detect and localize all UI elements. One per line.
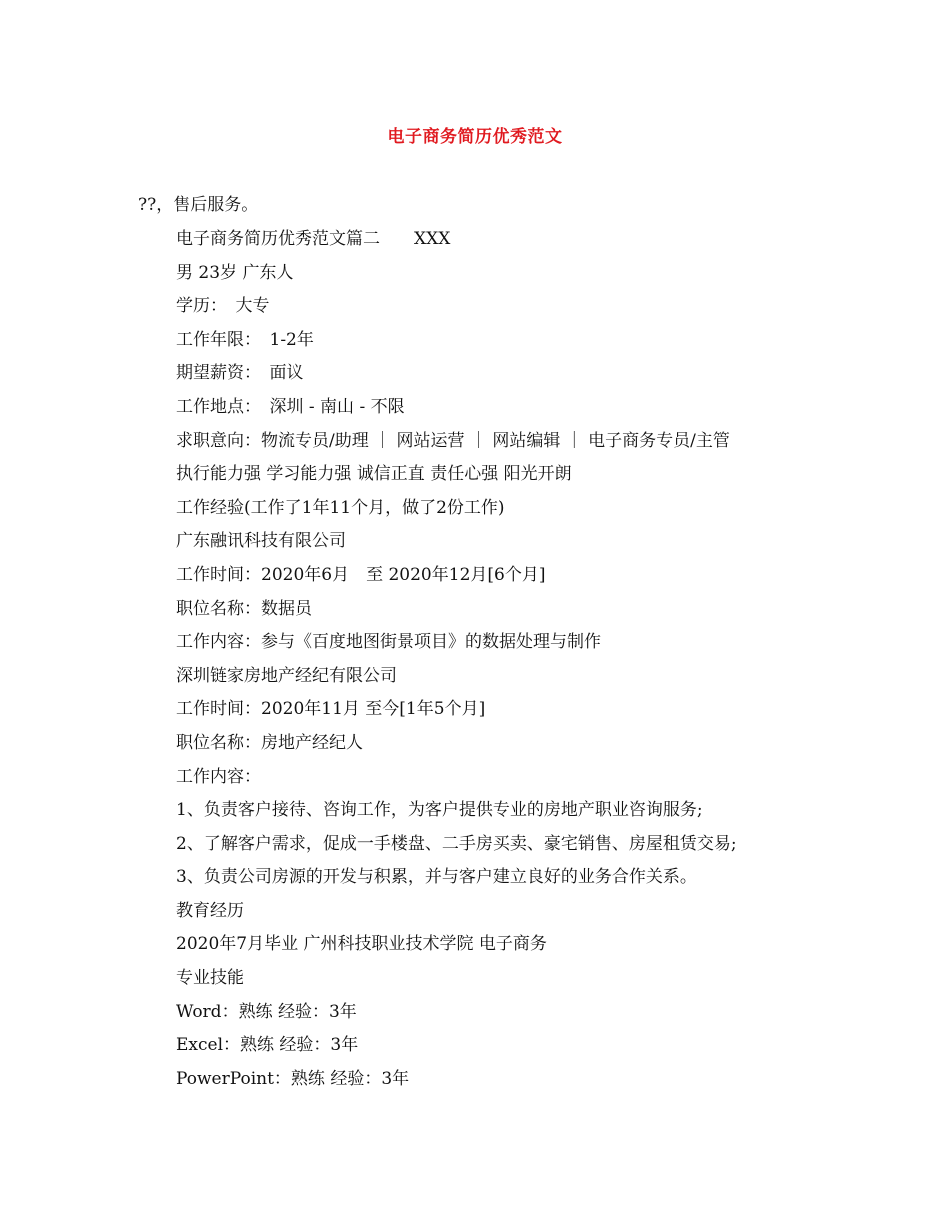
text-line: 工作经验(工作了1年11个月，做了2份工作) (176, 497, 505, 518)
text-line: 工作内容：参与《百度地图街景项目》的数据处理与制作 (176, 632, 601, 653)
text-line: PowerPoint：熟练 经验：3年 (176, 1068, 410, 1089)
text-line: 职位名称：房地产经纪人 (176, 732, 363, 753)
text-line: 3、负责公司房源的开发与积累，并与客户建立良好的业务合作关系。 (176, 867, 697, 888)
text-line: 男 23岁 广东人 (176, 262, 294, 283)
text-line: 工作地点： 深圳 - 南山 - 不限 (176, 396, 405, 417)
text-line: 期望薪资： 面议 (176, 363, 304, 384)
text-line: Excel：熟练 经验：3年 (176, 1035, 359, 1056)
opening-fragment: ??，售后服务。 (138, 195, 259, 215)
text-line: 工作时间：2020年11月 至今[1年5个月] (176, 699, 486, 720)
document-title: 电子商务简历优秀范文 (387, 127, 563, 147)
text-line: 学历： 大专 (176, 296, 270, 317)
resume-body (176, 228, 876, 1101)
text-line: 广东融讯科技有限公司 (176, 531, 346, 552)
text-line: 求职意向：物流专员/助理 ｜ 网站运营 ｜ 网站编辑 ｜ 电子商务专员/主管 (176, 430, 730, 451)
text-line: 教育经历 (176, 900, 244, 921)
text-line: 1、负责客户接待、咨询工作，为客户提供专业的房地产职业咨询服务; (176, 800, 703, 821)
text-line: Word：熟练 经验：3年 (176, 1001, 357, 1022)
text-line: 工作时间：2020年6月 至 2020年12月[6个月] (176, 564, 546, 585)
text-line: 职位名称：数据员 (176, 598, 312, 619)
text-line: 2、了解客户需求，促成一手楼盘、二手房买卖、豪宅销售、房屋租赁交易; (176, 833, 737, 854)
text-line: 电子商务简历优秀范文篇二 XXX (176, 229, 451, 249)
text-line: 深圳链家房地产经纪有限公司 (176, 665, 397, 686)
text-line: 2020年7月毕业 广州科技职业技术学院 电子商务 (176, 934, 547, 955)
text-line: 执行能力强 学习能力强 诚信正直 责任心强 阳光开朗 (176, 464, 572, 485)
text-line: 工作内容： (176, 766, 261, 787)
text-line: 专业技能 (176, 968, 244, 989)
text-line: 工作年限： 1-2年 (176, 329, 314, 350)
